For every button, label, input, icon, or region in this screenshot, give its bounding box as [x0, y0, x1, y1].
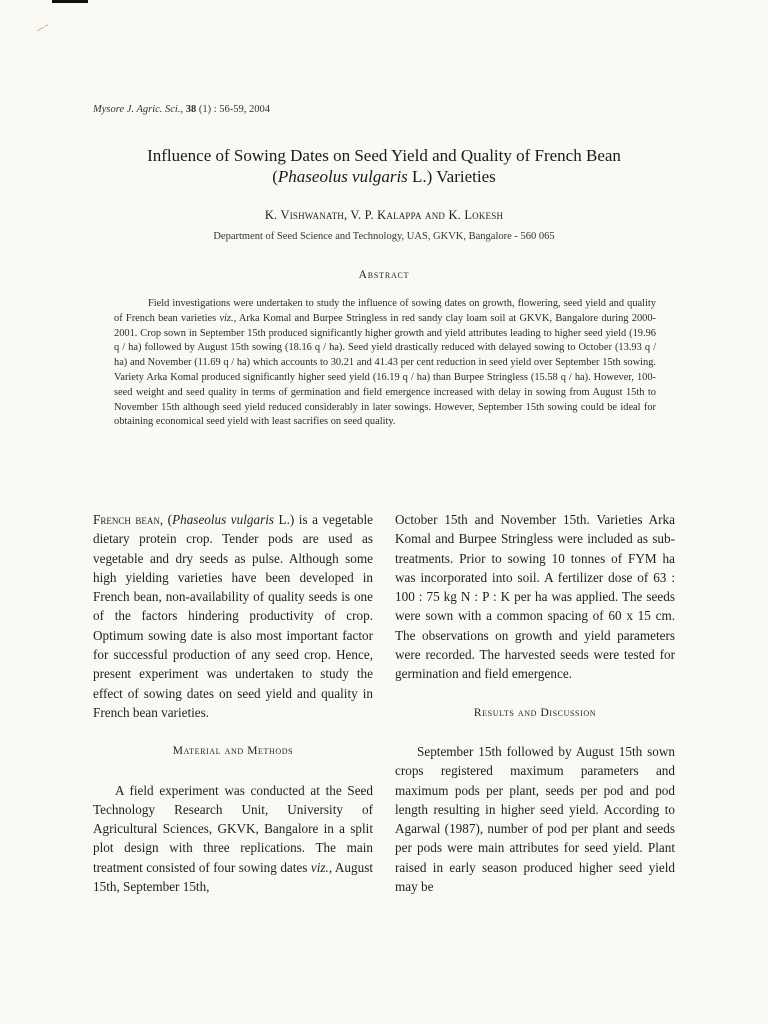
paper-title	[84, 145, 684, 187]
intro-paragraph	[93, 510, 373, 722]
right-column	[395, 510, 675, 896]
abstract-body	[114, 297, 656, 430]
abstract-text-2: Arka Komal and Burpee Stringless in red sandy clay loam soil at GKVK, Bangalore during 2000-2001. Crop sown in September 15th produced significantly higher growth and yield attributes leading to higher seed yield (19.96 q / ha) followed by August 15th sowing (18.16 q / ha). Seed yield drastically reduced with delayed sowing to October (13.93 q / ha) and November (11.69 q / ha) which accounts to 30.21 and 41.43 per cent reduction in seed yield over September 15th sowing. Variety Arka Komal produced significantly higher seed yield (16.19 q / ha) than Burpee Stringless (15.58 q / ha). However, 100-seed weight and seed quality in terms of germination and field emergence increased with delay in sowing from August 15th to November 15th although seed yield reduced considerably in later sowings. However, September 15th sowing could be ideal for obtaining economical seed yield with least sacrifies on seed quality.	[114, 312, 656, 428]
journal-citation	[93, 104, 270, 115]
methods-continued: October 15th and November 15th. Varieties Arka Komal and Burpee Stringless were included as sub-treatments. Prior to sowing 10 tonnes of FYM ha was incorporated into soil. A fertilizer dose of 63 : 100 : 75 kg N : P : K per ha was applied. The seeds were sown with a common spacing of 60 x 15 cm. The observations on growth and yield parameters were recorded. The harvested seeds were tested for germination and field emergence.	[395, 512, 675, 682]
intro-text: L.) is a vegetable dietary protein crop. Tender pods are used as vegetable and dry seeds as pulse. Although some high yielding varieties have been developed in French bean, non-availability of quality seeds is one of the factors hindering productivity of crop. Optimum sowing date is also most important factor for successful production of any seed crop. Hence, present experiment was undertaken to study the effect of sowing dates on seed yield and quality in French bean varieties.	[93, 512, 373, 720]
title-species: Phaseolus vulgaris	[277, 167, 408, 186]
methods-heading: Material and Methods	[172, 745, 294, 758]
ink-speck	[36, 24, 54, 32]
intro-open-paren: (	[163, 512, 173, 527]
intro-species: Phaseolus vulgaris	[172, 512, 275, 527]
author-affiliation: Department of Seed Science and Technology, UAS, GKVK, Bangalore - 560 065	[213, 231, 555, 242]
title-line-2-rest: L.) Varieties	[407, 167, 496, 186]
journal-volume: 38	[185, 104, 197, 115]
abstract-heading: Abstract	[358, 269, 410, 281]
results-heading: Results and Discussion	[473, 706, 597, 719]
methods-text-1: A field experiment was conducted at the Seed Technology Research Unit, University of Agricultural Sciences, GKVK, Bangalore in a split plot design with three replications. The main treatment consisted of four sowing dates	[93, 782, 373, 875]
title-line-1: Influence of Sowing Dates on Seed Yield and Quality of French Bean	[147, 146, 621, 165]
author-list: K. Vishwanath, V. P. Kalappa and K. Lokesh	[264, 208, 504, 222]
journal-issue: (1)	[198, 104, 212, 115]
abstract-text-1: Field investigations were undertaken to study the influence of sowing dates on growth, flowering, seed yield and quality of French bean varieties	[114, 298, 656, 324]
scan-edge-mark	[52, 0, 88, 3]
methods-viz: viz.,	[310, 859, 333, 875]
title-open-paren: (	[272, 167, 278, 186]
methods-paragraph	[93, 781, 373, 897]
methods-text-2: August 15th, September 15th,	[93, 859, 374, 895]
results-paragraph: September 15th followed by August 15th sown crops registered maximum parameters and maximum pods per plant, seeds per pod and pod length resulting in higher seed yield. According to Agarwal (1987), number of pod per plant and seeds per pods were main attributes for seed yield. Plant raised in early season produced higher seed yield may be	[395, 743, 675, 895]
journal-name: Mysore J. Agric. Sci.,	[93, 104, 184, 115]
journal-pages: : 56-59, 2004	[213, 104, 271, 115]
left-column	[93, 510, 373, 896]
intro-lead: French bean,	[93, 512, 164, 527]
abstract-viz: viz.,	[219, 312, 237, 324]
